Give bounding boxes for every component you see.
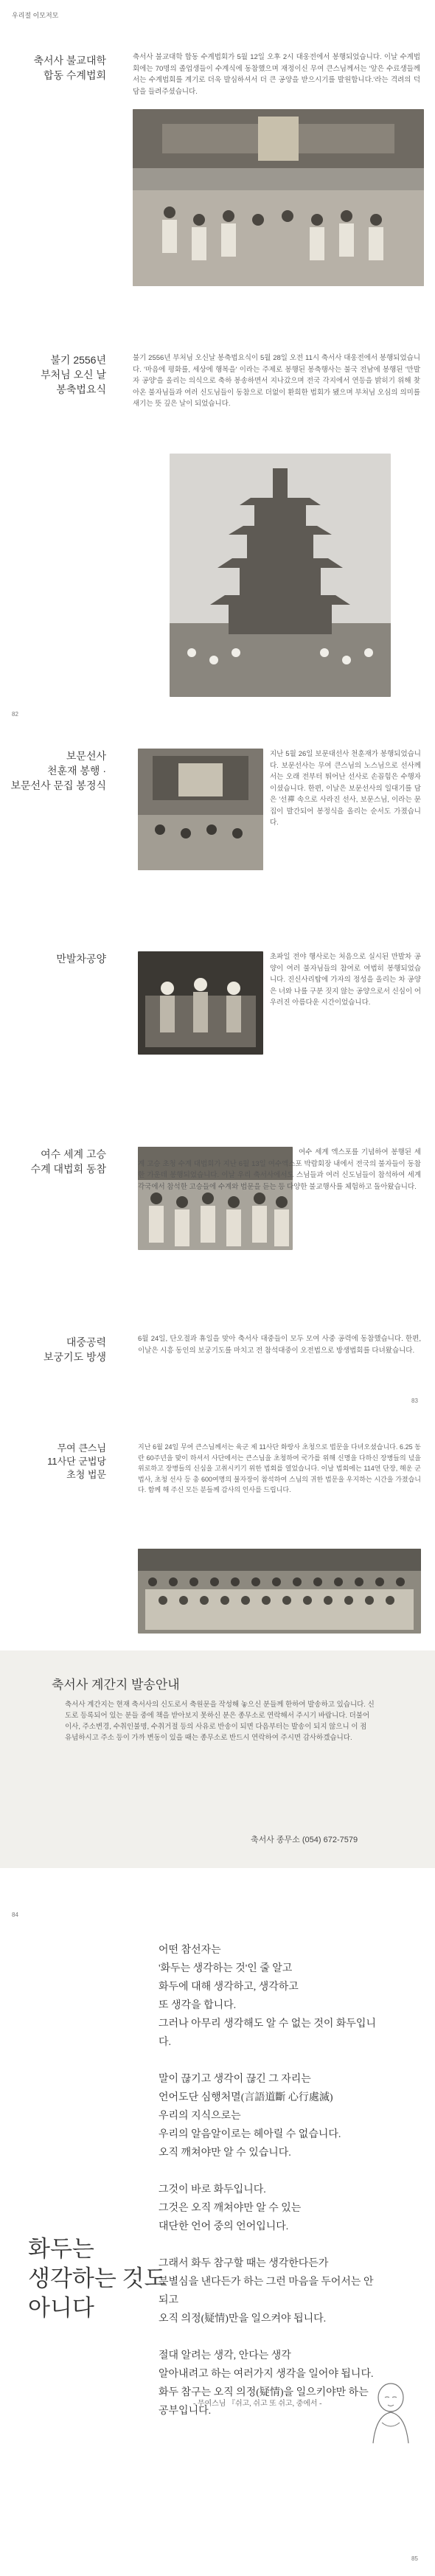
page-number: 82 [12,711,18,718]
poem-stanza [159,1941,380,2052]
poem-line: 절대 알려는 생각, 안다는 생각 [159,2350,291,2361]
poem-title: 화두는 생각하는 것도 아니다 [28,2236,167,2321]
poem-author: - 무여스님 『쉬고, 쉬고 또 쉬고, 중에서 - [193,2400,322,2408]
article-text-buddha-birthday: 불기 2556년 부처님 오신날 봉축법요식이 5월 28일 오전 11시 축서사 대웅전에서 봉행되었습니다. '마음에 평화를, 세상에 행복을' 이라는 주제로 봉행된 봉축행사는 불국 전남에 봉행된 '만발 자 공양'을 올리는 의식으로 축하 봉송하면서 지나갔으며 전국 각지에서 연등을 밝히기 위해 찾아온 불자님들과 여러 신도님들이 동참으로 더없이 환희한 법회가 됐으며 부처님 오심의 의미를 새기는 뜻 깊은 날이 되었습니다. [133,354,420,408]
poem-line: '화두는 생각하는 것'인 줄 알고 [159,1963,293,1974]
page-number: 84 [12,1912,18,1918]
poem-line: 어떤 참선자는 [159,1945,221,1956]
poem-line: 또 생각을 합니다. [159,2000,237,2011]
article-title-release-prayer: 대중공력 보궁기도 방생 [43,1336,106,1363]
poem-line: 말이 끊기고 생각이 끊긴 그 자리는 [159,2074,311,2085]
article-title-bomun-memorial: 보문선사 천훈재 봉행 · 보문선사 문집 봉정식 [10,750,106,791]
poem-line: 오직 깨쳐야만 알 수 있습니다. [159,2148,291,2159]
poem-line: 분별심을 낸다든가 하는 그런 마음을 두어서는 안 되고 [159,2277,374,2306]
poem-body [159,1941,380,2439]
poem-line: 알아내려고 하는 여러가지 생각을 일어야 됩니다. [159,2369,374,2380]
poem-stanza [159,2347,380,2420]
poem-stanza [159,2181,380,2236]
poem-line: 화두 참구는 오직 의정(疑情)을 일으키야만 하는 [159,2387,369,2398]
poem-line: 그것은 오직 깨쳐야만 알 수 있는 [159,2203,302,2214]
article-text-ordination: 축서사 불교대학 합동 수계법회가 5월 12일 오후 2시 대웅전에서 봉행되었습니다. 이날 수계법회에는 70명의 졸업생들이 수계식에 동참했으며 재정이신 무여 큰스님께서는 '앞은 수료생들께서는 수계법회를 계기로 더욱 발심하셔서 더 큰 공양을 받으시기를 발원합니다.'라는 격려의 덕담을 들려주셨습니다. [133,53,420,96]
notice-title: 축서사 계간지 발송안내 [52,1678,180,1692]
poem-line: 오직 의정(疑情)만을 일으켜야 됩니다. [159,2313,327,2325]
poem-line: 화두에 대해 생각하고, 생각하고 [159,1982,299,1993]
poem-line: 대단한 언어 중의 언어입니다. [159,2221,289,2232]
poem-line: 그래서 화두 참구할 때는 생각한다든가 [159,2258,329,2269]
section-tag: 우리절 이모저모 [12,12,59,19]
article-title-yeosu-ordination: 여수 세계 고승 수계 대법회 동참 [30,1148,106,1175]
page-number: 83 [411,1398,418,1404]
photo-bomun-memorial [138,749,263,870]
poem-line: 그것이 바로 화두입니다. [159,2184,266,2195]
poem-stanza [159,2070,380,2162]
poem-stanza [159,2254,380,2328]
article-title-army-dharma-talk: 무여 큰스님 11사단 군법당 초청 법문 [47,1443,106,1480]
article-title-tea-offering: 만발차공양 [56,953,106,965]
poem-line: 그러나 아무리 생각해도 알 수 없는 것이 화두입니다. [159,2018,376,2048]
monk-illustration [369,2378,413,2445]
article-text-bomun-memorial: 지난 5월 26일 보문대선사 천훈재가 봉행되었습니다. 보문선사는 무여 큰스님의 노스님으로 선사께서는 오래 전부터 뛰어난 선사로 손꼽힘은 수행자이셨습니다. 한편, 이날은 보문선사의 일대기를 담은 '선禪 속으로 사라진 선사, 보문스님, 이라는 문집이 발간되어 봉정식을 올리는 순서도 가졌습니다. [270,750,421,827]
notice-contact: 축서사 종무소 (054) 672-7579 [251,1836,358,1844]
notice-box [0,1650,435,1868]
photo-ordination-ceremony [133,109,424,286]
article-text-release-prayer: 6월 24일, 단오절과 휴일을 맞아 축서사 대중들이 모두 모여 사중 공력에 동참했습니다. 한편, 이날은 시흥 동인의 보궁기도를 마치고 전 참석대중이 오전법으로 방생법회를 다녀왔습니다. [138,1335,421,1355]
photo-tea-offering [138,951,263,1055]
notice-body: 축서사 계간지는 현재 축서사의 신도로서 축원문을 작성해 놓으신 분들께 한하여 발송하고 있습니다. 신도로 등록되어 있는 분들 중에 책을 받아보지 못하신 분은 종무소로 연락해서 주시기 바랍니다. 더불어 이사, 주소변경, 수취인불명, 수취거절 등의 사유로 반송이 되면 다음부터는 발송이 되지 않으니 이 점 유념하시고 주소 등이 가까 변동이 있을 때는 종무소로 반드시 연락하여 주시면 감사하겠습니다. [65,1701,375,1742]
poem-line: 우리의 지식으로는 [159,2111,241,2122]
page-number: 85 [411,2555,418,2562]
article-title-ordination: 축서사 불교대학 합동 수계법회 [33,55,106,81]
article-text-tea-offering: 초파일 전야 행사로는 처음으로 실시된 만발차 공양이 여러 불자님들의 참여로 여법히 봉행되었습니다. 진신사리탑에 가자의 정성을 올리는 차 공양은 너와 나를 구분 짓지 않는 공양으로서 신심이 어우러진 아름다운 시간이었습니다. [270,953,421,1007]
article-text-army-dharma-talk: 지난 6월 24일 무여 큰스님께서는 육군 제 11사단 화랑사 초청으로 법문을 다녀오셨습니다. 6.25 동란 60주년을 맞이 하셔서 사단에서는 큰스님을 초청하여 국가를 위해 신명을 다하신 장병들의 넋을 위로하고 장병들의 신심을 고취시키기 위한 법회를 열었습니다. 이날 법회에는 114연 단장, 해운 군법사, 초청 선사 등 총 600여명의 불자장이 참석하여 스님의 귀한 법문을 우지하는 시간을 가졌습니다. 함께 해 주신 모든 분들께 감사의 인사를 드립니다. [138,1443,421,1493]
poem-line: 공부입니다. [159,2406,212,2417]
article-title-buddha-birthday: 불기 2556년 부처님 오신 날 봉축법요식 [41,354,106,395]
article-text-yeosu-ordination: 여수 세계 엑스포를 기념하여 봉행된 세계 고승 초청 수계 대법회가 지난 6월 13일 여수엑스포 박람회장 내에서 전국의 불자들이 동참한 가운데 봉행되었습니다. 이날 우리 축서사에서도 스님들과 여러 신도님들이 참석하여 세계 각국에서 참석한 고승들에 수계와 법문을 듣는 등 다양한 불교행사를 체험하고 돌아왔습니다. [138,1148,421,1191]
poem-line: 우리의 알음알이로는 헤아릴 수 없습니다. [159,2129,341,2140]
poem-line: 언어도단 심행처멸(言語道斷 心行處滅) [159,2092,333,2103]
photo-army-group [138,1549,421,1634]
photo-pagoda-lanterns [170,454,391,697]
